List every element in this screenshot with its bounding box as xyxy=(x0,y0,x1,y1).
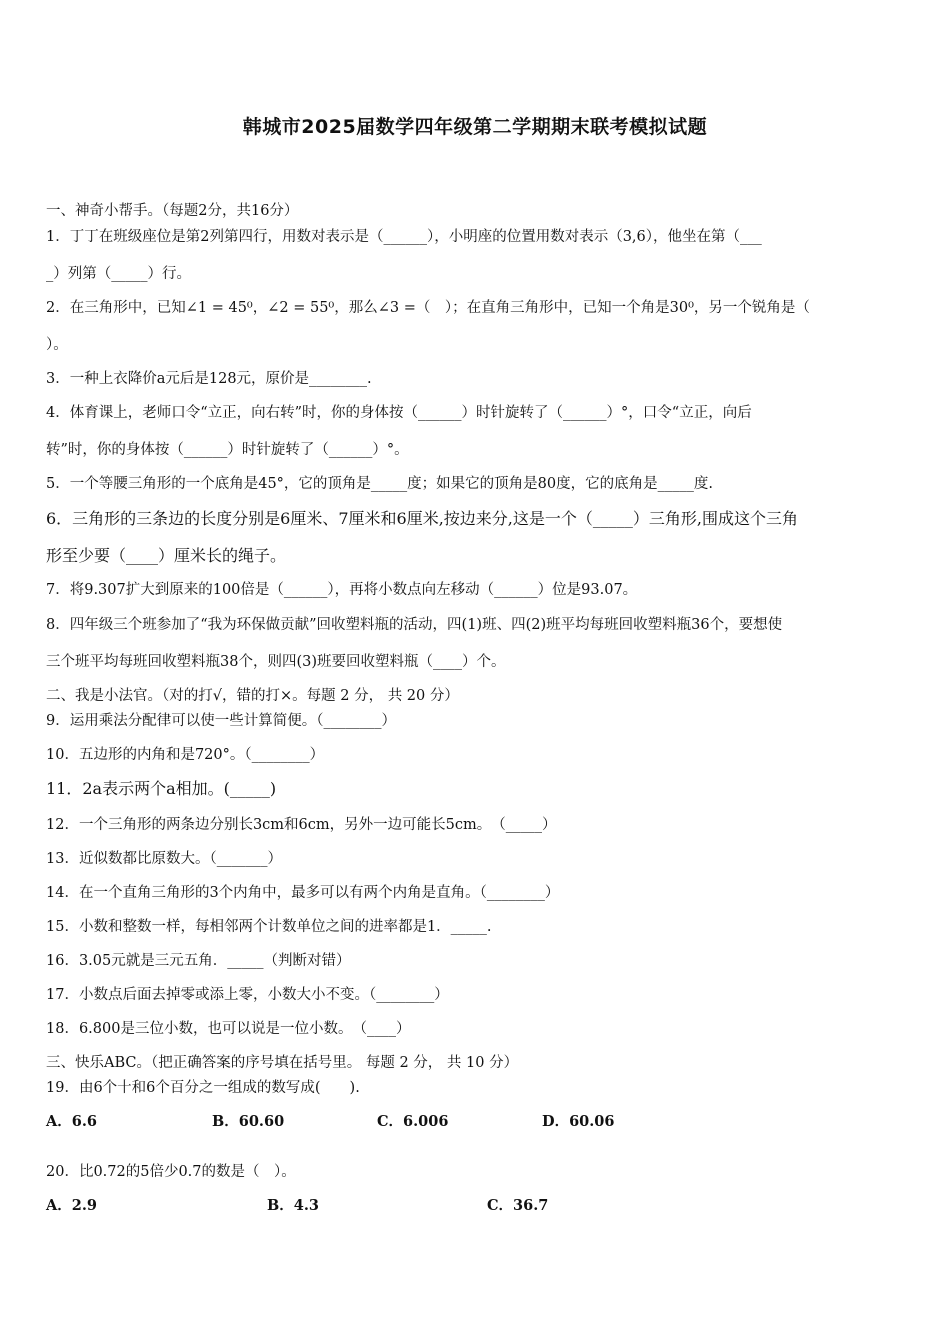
option-a[interactable]: A．6.6 xyxy=(46,1113,97,1130)
option-b[interactable]: B．4.3 xyxy=(267,1197,319,1214)
question-15: 15．小数和整数一样，每相邻两个计数单位之间的进率都是1．_____. xyxy=(46,919,492,935)
question-17: 17．小数点后面去掉零或添上零，小数大小不变。（________） xyxy=(46,987,449,1003)
option-c[interactable]: C．36.7 xyxy=(487,1197,549,1214)
option-c[interactable]: C．6.006 xyxy=(377,1113,449,1130)
question-6-line-2: 形至少要（____）厘米长的绳子。 xyxy=(46,546,287,565)
question-1-line-1: 1．丁丁在班级座位是第2列第四行，用数对表示是（______），小明座的位置用数对表示（3,6），他坐在第（___ xyxy=(46,229,762,245)
question-12: 12．一个三角形的两条边分别长3cm和6cm，另外一边可能长5cm。 （_____） xyxy=(46,817,557,833)
question-2-line-1: 2．在三角形中，已知∠1 = 45⁰，∠2 = 55⁰，那么∠3 =（ ）；在直角三角形中，已知一个角是30⁰，另一个锐角是（ xyxy=(46,300,810,316)
option-a[interactable]: A．2.9 xyxy=(46,1197,97,1214)
section-header-3: 三、快乐ABC。（把正确答案的序号填在括号里。 每题 2 分， 共 10 分） xyxy=(46,1055,519,1071)
question-16: 16．3.05元就是三元五角．_____（判断对错） xyxy=(46,953,351,969)
question-19-stem: 19．由6个十和6个百分之一组成的数写成( ). xyxy=(46,1080,360,1096)
question-9: 9．运用乘法分配律可以使一些计算简便。（________） xyxy=(46,713,396,729)
question-8-line-2: 三个班平均每班回收塑料瓶38个，则四(3)班要回收塑料瓶（____）个。 xyxy=(46,654,506,670)
question-7: 7．将9.307扩大到原来的100倍是（______），再将小数点向左移动（______）位是93.07。 xyxy=(46,582,638,598)
section-header-2: 二、我是小法官。（对的打√，错的打×。每题 2 分， 共 20 分） xyxy=(46,688,459,704)
question-5: 5．一个等腰三角形的一个底角是45°，它的顶角是_____度；如果它的顶角是80度，它的底角是_____度. xyxy=(46,476,713,492)
question-20-stem: 20．比0.72的5倍少0.7的数是（ ）。 xyxy=(46,1164,296,1180)
question-14: 14．在一个直角三角形的3个内角中，最多可以有两个内角是直角。（________） xyxy=(46,885,560,901)
question-1-line-2: _）列第（_____）行。 xyxy=(46,266,191,282)
question-10: 10．五边形的内角和是720°。（________） xyxy=(46,747,325,763)
question-8-line-1: 8．四年级三个班参加了“我为环保做贡献”回收塑料瓶的活动，四(1)班、四(2)班平均每班回收塑料瓶36个，要想使 xyxy=(46,617,783,633)
question-13: 13．近似数都比原数大。（_______） xyxy=(46,851,282,867)
question-4-line-1: 4．体育课上，老师口令“立正，向右转”时，你的身体按（______）时针旋转了（______）°，口令“立正，向后 xyxy=(46,405,752,421)
page-title: 韩城市2025届数学四年级第二学期期末联考模拟试题 xyxy=(242,116,708,138)
question-11: 11．2a表示两个a相加。(_____) xyxy=(46,779,277,798)
option-d[interactable]: D．60.06 xyxy=(542,1113,615,1130)
question-18: 18．6.800是三位小数，也可以说是一位小数。 （____） xyxy=(46,1021,411,1037)
question-6-line-1: 6．三角形的三条边的长度分别是6厘米、7厘米和6厘米,按边来分,这是一个（_____）三角形,围成这个三角 xyxy=(46,509,798,528)
question-3: 3．一种上衣降价a元后是128元，原价是________. xyxy=(46,371,372,387)
question-2-line-2: ）。 xyxy=(46,337,68,353)
option-b[interactable]: B．60.60 xyxy=(212,1113,285,1130)
question-4-line-2: 转”时，你的身体按（______）时针旋转了（______）°。 xyxy=(46,442,409,458)
section-header-1: 一、神奇小帮手。（每题2分，共16分） xyxy=(46,203,299,219)
